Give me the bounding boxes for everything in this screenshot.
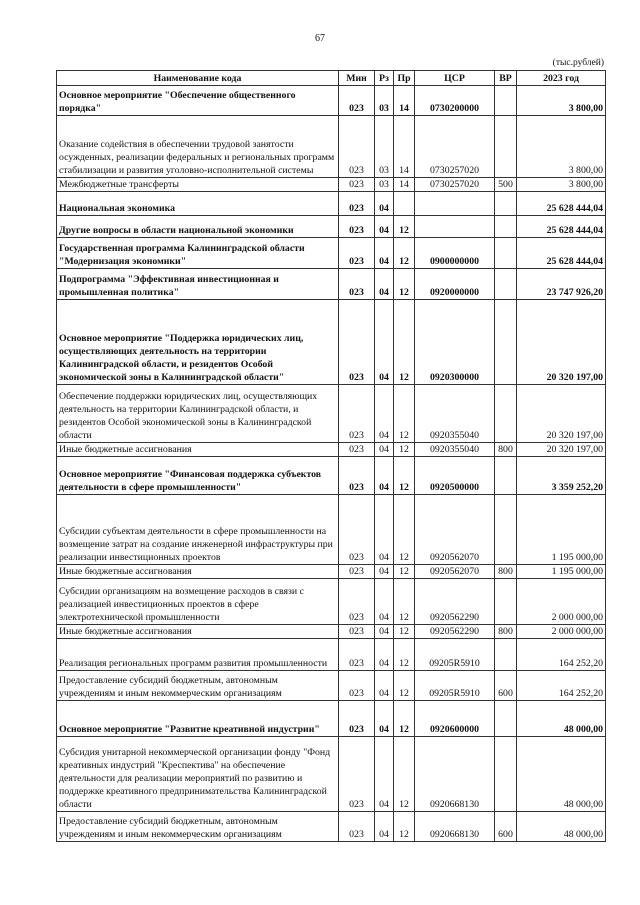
col-header-name: Наименование кода xyxy=(57,71,339,86)
table-row xyxy=(57,495,606,565)
cell-name: Основное мероприятие "Развитие креативной индустрии" xyxy=(57,701,339,737)
cell-name: Иные бюджетные ассигнования xyxy=(57,443,339,457)
cell-rz: 04 xyxy=(375,579,394,625)
cell-rz: 04 xyxy=(375,565,394,579)
cell-pr: 12 xyxy=(394,701,415,737)
cell-csr: 0920355040 xyxy=(415,443,495,457)
cell-rz: 04 xyxy=(375,385,394,443)
cell-min: 023 xyxy=(339,216,375,238)
cell-name: Государственная программа Калининградской области "Модернизация экономики" xyxy=(57,238,339,269)
cell-csr: 0920355040 xyxy=(415,385,495,443)
cell-pr: 12 xyxy=(394,457,415,495)
cell-pr: 12 xyxy=(394,269,415,300)
cell-min: 023 xyxy=(339,579,375,625)
cell-vr: 500 xyxy=(495,178,517,192)
budget-table xyxy=(56,70,606,842)
table-row xyxy=(57,116,606,178)
cell-rz: 04 xyxy=(375,457,394,495)
col-header-csr: ЦСР xyxy=(415,71,495,86)
cell-min: 023 xyxy=(339,443,375,457)
cell-pr: 12 xyxy=(394,385,415,443)
table-row xyxy=(57,812,606,842)
cell-min: 023 xyxy=(339,565,375,579)
cell-vr xyxy=(495,86,517,116)
cell-min: 023 xyxy=(339,495,375,565)
cell-csr: 0730200000 xyxy=(415,86,495,116)
cell-rz: 04 xyxy=(375,625,394,639)
cell-csr: 0920000000 xyxy=(415,269,495,300)
col-header-min: Мин xyxy=(339,71,375,86)
cell-name: Обеспечение поддержки юридических лиц, осуществляющих деятельность на территории Калининградской области, и резидентов Особой экономической зоны в Калининградской области xyxy=(57,385,339,443)
col-header-pr: Пр xyxy=(394,71,415,86)
cell-amount: 25 628 444,04 xyxy=(517,216,606,238)
cell-amount: 48 000,00 xyxy=(517,812,606,842)
cell-vr xyxy=(495,300,517,385)
table-row xyxy=(57,701,606,737)
cell-pr: 12 xyxy=(394,639,415,671)
cell-amount: 48 000,00 xyxy=(517,701,606,737)
cell-min: 023 xyxy=(339,178,375,192)
cell-pr: 12 xyxy=(394,443,415,457)
table-row xyxy=(57,443,606,457)
cell-vr xyxy=(495,701,517,737)
cell-vr xyxy=(495,737,517,812)
cell-name: Основное мероприятие "Финансовая поддержка субъектов деятельности в сфере промышленности" xyxy=(57,457,339,495)
table-row xyxy=(57,192,606,216)
cell-name: Основное мероприятие "Поддержка юридических лиц, осуществляющих деятельность на территории Калининградской области, и резидентов Особой экономической зоны в Калининградской области" xyxy=(57,300,339,385)
cell-vr xyxy=(495,579,517,625)
cell-csr: 0920668130 xyxy=(415,812,495,842)
table-row xyxy=(57,737,606,812)
cell-min: 023 xyxy=(339,671,375,701)
cell-name: Иные бюджетные ассигнования xyxy=(57,565,339,579)
cell-min: 023 xyxy=(339,86,375,116)
cell-vr xyxy=(495,639,517,671)
cell-pr: 12 xyxy=(394,625,415,639)
cell-vr xyxy=(495,385,517,443)
cell-rz: 04 xyxy=(375,671,394,701)
cell-pr: 12 xyxy=(394,737,415,812)
cell-amount: 1 195 000,00 xyxy=(517,565,606,579)
cell-vr xyxy=(495,116,517,178)
cell-pr: 12 xyxy=(394,238,415,269)
cell-vr: 600 xyxy=(495,671,517,701)
cell-vr: 600 xyxy=(495,812,517,842)
cell-amount: 3 800,00 xyxy=(517,178,606,192)
table-row xyxy=(57,238,606,269)
table-row xyxy=(57,639,606,671)
cell-amount: 3 800,00 xyxy=(517,86,606,116)
cell-min: 023 xyxy=(339,385,375,443)
cell-min: 023 xyxy=(339,701,375,737)
cell-csr: 0920600000 xyxy=(415,701,495,737)
table-row xyxy=(57,269,606,300)
table-row xyxy=(57,671,606,701)
cell-name: Межбюджетные трансферты xyxy=(57,178,339,192)
cell-amount: 3 800,00 xyxy=(517,116,606,178)
cell-rz: 03 xyxy=(375,178,394,192)
cell-name: Другие вопросы в области национальной экономики xyxy=(57,216,339,238)
cell-rz: 04 xyxy=(375,639,394,671)
cell-amount: 164 252,20 xyxy=(517,639,606,671)
cell-csr xyxy=(415,216,495,238)
cell-name: Субсидия унитарной некоммерческой организации фонду "Фонд креативных индустрий "Креспектива" на обеспечение деятельности для реализации мероприятий по развитию и поддержке креативного предпринимательства Калининградской области xyxy=(57,737,339,812)
cell-pr: 12 xyxy=(394,300,415,385)
cell-rz: 03 xyxy=(375,86,394,116)
cell-csr: 0920668130 xyxy=(415,737,495,812)
cell-csr: 0920562070 xyxy=(415,565,495,579)
cell-amount: 3 359 252,20 xyxy=(517,457,606,495)
cell-rz: 04 xyxy=(375,300,394,385)
cell-pr: 12 xyxy=(394,671,415,701)
cell-pr: 14 xyxy=(394,178,415,192)
cell-pr: 12 xyxy=(394,812,415,842)
cell-csr: 0900000000 xyxy=(415,238,495,269)
cell-amount: 20 320 197,00 xyxy=(517,300,606,385)
cell-pr: 12 xyxy=(394,495,415,565)
cell-min: 023 xyxy=(339,238,375,269)
cell-amount: 2 000 000,00 xyxy=(517,625,606,639)
cell-name: Подпрограмма "Эффективная инвестиционная и промышленная политика" xyxy=(57,269,339,300)
cell-rz: 04 xyxy=(375,238,394,269)
cell-rz: 04 xyxy=(375,192,394,216)
cell-csr: 0920500000 xyxy=(415,457,495,495)
cell-name: Субсидии субъектам деятельности в сфере промышленности на возмещение затрат на создание инженерной инфраструктуры при реализации инвестиционных проектов xyxy=(57,495,339,565)
cell-amount: 25 628 444,04 xyxy=(517,192,606,216)
table-row xyxy=(57,86,606,116)
cell-amount: 23 747 926,20 xyxy=(517,269,606,300)
col-header-year: 2023 год xyxy=(517,71,606,86)
cell-vr xyxy=(495,216,517,238)
cell-name: Реализация региональных программ развития промышленности xyxy=(57,639,339,671)
cell-rz: 04 xyxy=(375,443,394,457)
cell-amount: 20 320 197,00 xyxy=(517,443,606,457)
cell-vr xyxy=(495,495,517,565)
cell-amount: 1 195 000,00 xyxy=(517,495,606,565)
cell-min: 023 xyxy=(339,192,375,216)
cell-min: 023 xyxy=(339,300,375,385)
cell-rz: 04 xyxy=(375,701,394,737)
cell-pr: 12 xyxy=(394,579,415,625)
cell-name: Иные бюджетные ассигнования xyxy=(57,625,339,639)
cell-vr xyxy=(495,269,517,300)
cell-csr: 0730257020 xyxy=(415,116,495,178)
table-row xyxy=(57,385,606,443)
cell-amount: 164 252,20 xyxy=(517,671,606,701)
cell-rz: 04 xyxy=(375,216,394,238)
cell-amount: 2 000 000,00 xyxy=(517,579,606,625)
cell-vr: 800 xyxy=(495,443,517,457)
cell-vr xyxy=(495,192,517,216)
cell-name: Предоставление субсидий бюджетным, автономным учреждениям и иным некоммерческим организациям xyxy=(57,812,339,842)
cell-name: Предоставление субсидий бюджетным, автономным учреждениям и иным некоммерческим организациям xyxy=(57,671,339,701)
cell-name: Субсидии организациям на возмещение расходов в связи с реализацией инвестиционных проектов в сфере электротехнической промышленности xyxy=(57,579,339,625)
cell-rz: 04 xyxy=(375,269,394,300)
cell-vr: 800 xyxy=(495,625,517,639)
page-number: 67 xyxy=(315,33,325,44)
cell-min: 023 xyxy=(339,639,375,671)
cell-min: 023 xyxy=(339,457,375,495)
cell-pr: 14 xyxy=(394,86,415,116)
cell-rz: 03 xyxy=(375,116,394,178)
cell-amount: 20 320 197,00 xyxy=(517,385,606,443)
table-row xyxy=(57,579,606,625)
cell-rz: 04 xyxy=(375,495,394,565)
cell-pr: 14 xyxy=(394,116,415,178)
table-row xyxy=(57,565,606,579)
cell-csr: 0920300000 xyxy=(415,300,495,385)
cell-min: 023 xyxy=(339,812,375,842)
cell-csr: 09205R5910 xyxy=(415,671,495,701)
cell-min: 023 xyxy=(339,625,375,639)
table-row xyxy=(57,216,606,238)
cell-vr xyxy=(495,457,517,495)
cell-csr: 0920562290 xyxy=(415,579,495,625)
cell-name: Национальная экономика xyxy=(57,192,339,216)
table-body xyxy=(57,86,606,842)
cell-pr xyxy=(394,192,415,216)
cell-vr xyxy=(495,238,517,269)
table-row xyxy=(57,625,606,639)
cell-amount: 25 628 444,04 xyxy=(517,238,606,269)
cell-vr: 800 xyxy=(495,565,517,579)
cell-csr: 0920562070 xyxy=(415,495,495,565)
cell-min: 023 xyxy=(339,269,375,300)
cell-csr: 0730257020 xyxy=(415,178,495,192)
table-row xyxy=(57,300,606,385)
cell-rz: 04 xyxy=(375,812,394,842)
cell-csr xyxy=(415,192,495,216)
cell-name: Основное мероприятие "Обеспечение общественного порядка" xyxy=(57,86,339,116)
cell-min: 023 xyxy=(339,737,375,812)
cell-name: Оказание содействия в обеспечении трудовой занятости осужденных, реализации федеральных и региональных программ стабилизации и развития уголовно-исполнительной системы xyxy=(57,116,339,178)
cell-amount: 48 000,00 xyxy=(517,737,606,812)
table-row xyxy=(57,178,606,192)
cell-rz: 04 xyxy=(375,737,394,812)
table-row xyxy=(57,457,606,495)
cell-pr: 12 xyxy=(394,216,415,238)
units-label: (тыс.рублей) xyxy=(552,58,604,68)
cell-csr: 09205R5910 xyxy=(415,639,495,671)
col-header-rz: Рз xyxy=(375,71,394,86)
table-header-row xyxy=(57,71,606,86)
col-header-vr: ВР xyxy=(495,71,517,86)
cell-pr: 12 xyxy=(394,565,415,579)
cell-csr: 0920562290 xyxy=(415,625,495,639)
cell-min: 023 xyxy=(339,116,375,178)
